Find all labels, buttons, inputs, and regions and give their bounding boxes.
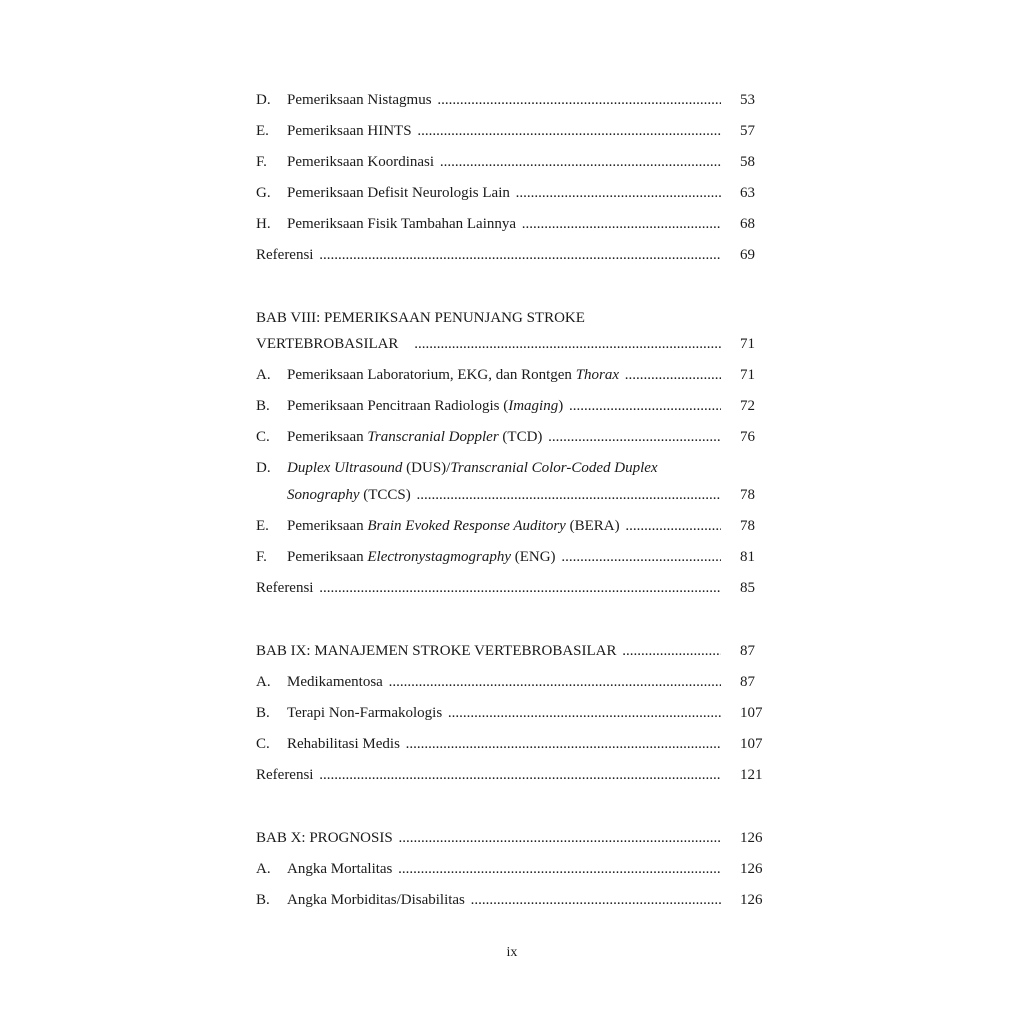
dot-leader	[287, 151, 721, 173]
entry-letter: D.	[256, 460, 271, 476]
dot-leader	[256, 244, 721, 266]
referensi-page: 85	[740, 580, 755, 596]
toc-referensi[interactable]	[256, 577, 766, 599]
entry-page: 58	[740, 154, 755, 170]
entry-letter: A.	[256, 367, 271, 383]
dot-leader	[287, 89, 721, 111]
page-number: ix	[506, 945, 518, 960]
entry-letter: B.	[256, 398, 270, 414]
entry-page: 78	[740, 487, 755, 503]
entry-title-italic: Transcranial Color-Coded Duplex	[450, 460, 658, 476]
referensi-title: Referensi	[256, 247, 314, 263]
toc-entry[interactable]	[256, 120, 766, 142]
dot-leader	[256, 827, 721, 849]
toc-entry[interactable]	[256, 889, 766, 911]
chapter-page: 71	[740, 336, 755, 352]
entry-letter: F.	[256, 154, 267, 170]
toc-entry[interactable]	[256, 89, 766, 111]
chapter-heading-line2: VERTEBROBASILAR	[256, 336, 410, 352]
entry-page: 126	[740, 861, 763, 877]
chapter-heading[interactable]	[256, 333, 766, 355]
toc-entry[interactable]	[256, 484, 766, 506]
entry-title: Pemeriksaan Nistagmus	[287, 92, 432, 108]
toc-referensi[interactable]	[256, 244, 766, 266]
entry-page: 76	[740, 429, 755, 445]
dot-leader	[287, 546, 721, 568]
dot-leader	[287, 213, 721, 235]
toc-entry[interactable]	[256, 546, 766, 568]
entry-letter: B.	[256, 705, 270, 721]
dot-leader	[287, 426, 721, 448]
dot-leader	[287, 858, 721, 880]
entry-title: Pemeriksaan Pencitraan Radiologis (Imaging)	[287, 398, 564, 414]
dot-leader	[287, 395, 721, 417]
entry-title-italic: Brain Evoked Response Auditory	[367, 518, 566, 534]
entry-page: 78	[740, 518, 755, 534]
entry-letter: C.	[256, 736, 270, 752]
entry-page: 107	[740, 736, 763, 752]
entry-page: 81	[740, 549, 755, 565]
entry-title-italic: Thorax	[575, 367, 620, 383]
entry-page: 126	[740, 892, 763, 908]
toc-entry[interactable]	[256, 426, 766, 448]
toc-entry[interactable]	[256, 395, 766, 417]
referensi-title: Referensi	[256, 580, 314, 596]
chapter-page: 126	[740, 830, 763, 846]
entry-title: Pemeriksaan HINTS	[287, 123, 412, 139]
entry-title-italic: Imaging	[508, 398, 559, 414]
chapter-title: BAB X: PROGNOSIS	[256, 830, 393, 846]
toc-entry[interactable]	[256, 151, 766, 173]
entry-title-italic: Sonography	[287, 487, 360, 503]
toc-entry[interactable]	[256, 213, 766, 235]
toc-entry-line1[interactable]: Duplex Ultrasound (DUS)/Transcranial Color-Coded Duplex	[287, 460, 658, 476]
entry-letter: D.	[256, 92, 271, 108]
referensi-page: 69	[740, 247, 755, 263]
entry-page: 57	[740, 123, 755, 139]
dot-leader	[287, 733, 721, 755]
dot-leader	[256, 333, 721, 355]
toc-referensi[interactable]	[256, 764, 766, 786]
entry-letter: F.	[256, 549, 267, 565]
dot-leader	[287, 182, 721, 204]
toc-entry[interactable]	[256, 182, 766, 204]
entry-title: Rehabilitasi Medis	[287, 736, 400, 752]
dot-leader	[256, 577, 721, 599]
chapter-heading[interactable]	[256, 827, 766, 849]
dot-leader	[287, 702, 721, 724]
toc-entry[interactable]	[256, 671, 766, 693]
toc-entry[interactable]	[256, 858, 766, 880]
entry-title: Pemeriksaan Electronystagmography (ENG)	[287, 549, 556, 565]
entry-page: 53	[740, 92, 755, 108]
entry-letter: H.	[256, 216, 271, 232]
dot-leader	[287, 484, 721, 506]
entry-page: 63	[740, 185, 755, 201]
toc-entry[interactable]	[256, 733, 766, 755]
toc-entry[interactable]	[256, 364, 766, 386]
entry-letter: A.	[256, 674, 271, 690]
entry-page: 72	[740, 398, 755, 414]
entry-title: Pemeriksaan Transcranial Doppler (TCD)	[287, 429, 543, 445]
dot-leader	[287, 364, 721, 386]
entry-letter: E.	[256, 518, 269, 534]
entry-title: Pemeriksaan Laboratorium, EKG, dan Rontgen Thorax	[287, 367, 620, 383]
entry-page: 87	[740, 674, 755, 690]
entry-letter: A.	[256, 861, 271, 877]
dot-leader	[256, 764, 721, 786]
entry-page: 71	[740, 367, 755, 383]
entry-title: Pemeriksaan Defisit Neurologis Lain	[287, 185, 510, 201]
referensi-page: 121	[740, 767, 763, 783]
entry-title: Medikamentosa	[287, 674, 383, 690]
chapter-heading-line1[interactable]: BAB VIII: PEMERIKSAAN PENUNJANG STROKE	[256, 310, 585, 326]
dot-leader	[287, 515, 721, 537]
chapter-title: BAB IX: MANAJEMEN STROKE VERTEBROBASILAR	[256, 643, 617, 659]
dot-leader	[287, 671, 721, 693]
chapter-heading[interactable]	[256, 640, 766, 662]
chapter-page: 87	[740, 643, 755, 659]
dot-leader	[287, 120, 721, 142]
entry-letter: B.	[256, 892, 270, 908]
toc-entry[interactable]	[256, 515, 766, 537]
entry-page: 68	[740, 216, 755, 232]
entry-letter: C.	[256, 429, 270, 445]
entry-title: Pemeriksaan Koordinasi	[287, 154, 435, 170]
entry-title: Angka Mortalitas	[287, 861, 393, 877]
entry-title-italic: Duplex Ultrasound	[287, 460, 403, 476]
entry-letter: G.	[256, 185, 271, 201]
entry-letter: E.	[256, 123, 269, 139]
entry-title-italic: Transcranial Doppler	[367, 429, 499, 445]
entry-title: Terapi Non-Farmakologis	[287, 705, 443, 721]
entry-title: Angka Morbiditas/Disabilitas	[287, 892, 465, 908]
referensi-title: Referensi	[256, 767, 314, 783]
entry-page: 107	[740, 705, 763, 721]
entry-title: Sonography (TCCS)	[287, 487, 411, 503]
dot-leader	[256, 640, 721, 662]
entry-title: Pemeriksaan Fisik Tambahan Lainnya	[287, 216, 517, 232]
entry-title-italic: Electronystagmography	[367, 549, 511, 565]
entry-title: Pemeriksaan Brain Evoked Response Auditory (BERA)	[287, 518, 620, 534]
dot-leader	[287, 889, 721, 911]
toc-entry[interactable]	[256, 702, 766, 724]
